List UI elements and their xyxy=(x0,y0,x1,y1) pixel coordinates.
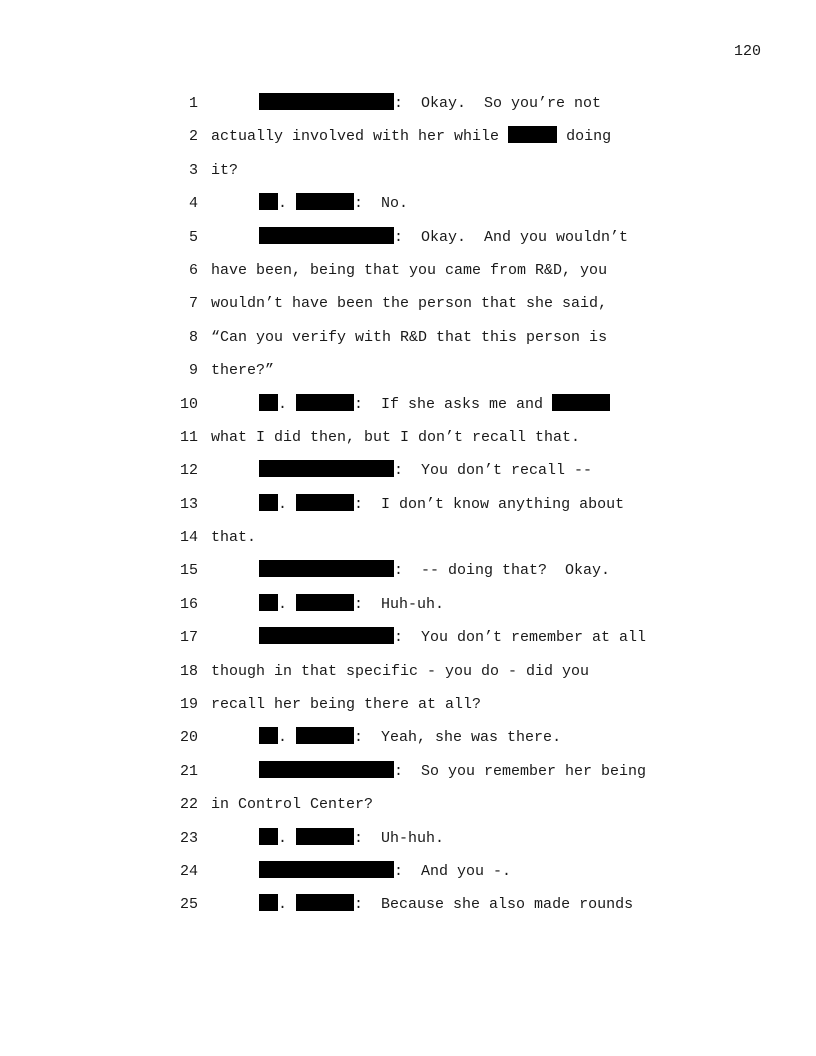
redaction-block xyxy=(259,627,394,644)
line-number: 6 xyxy=(188,261,198,279)
speaker-dot: . xyxy=(278,729,288,747)
line-number: 19 xyxy=(179,696,198,714)
transcript-line xyxy=(0,394,816,427)
line-number: 24 xyxy=(179,862,198,880)
transcript-line xyxy=(0,828,816,861)
transcript-line xyxy=(0,761,816,794)
redaction-block xyxy=(296,828,354,845)
line-number: 3 xyxy=(188,161,198,179)
redaction-block xyxy=(259,460,394,477)
transcript-line xyxy=(0,861,816,894)
line-number: 5 xyxy=(188,228,198,246)
line-number: 4 xyxy=(188,195,198,213)
speaker-dot: . xyxy=(278,896,288,914)
line-text: it? xyxy=(211,161,239,179)
line-number: 2 xyxy=(188,128,198,146)
redaction-block xyxy=(259,193,278,210)
transcript-line xyxy=(0,727,816,760)
redaction-block xyxy=(259,828,278,845)
redaction-block xyxy=(508,126,557,143)
transcript-body xyxy=(0,93,816,928)
line-text xyxy=(211,126,611,147)
transcript-line xyxy=(0,327,816,360)
line-text xyxy=(259,460,592,481)
redaction-block xyxy=(552,394,610,411)
redaction-block xyxy=(259,761,394,778)
line-number: 14 xyxy=(179,529,198,547)
line-text xyxy=(259,560,610,581)
transcript-line xyxy=(0,160,816,193)
transcript-line xyxy=(0,494,816,527)
line-text xyxy=(259,894,633,915)
redaction-block xyxy=(296,193,354,210)
line-content: : Huh-uh. xyxy=(354,595,445,613)
line-text xyxy=(259,727,561,748)
transcript-line xyxy=(0,126,816,159)
line-text xyxy=(259,828,444,849)
line-number: 9 xyxy=(188,362,198,380)
line-content: : You don’t recall -- xyxy=(394,462,593,480)
speaker-dot: . xyxy=(278,195,288,213)
line-text: have been, being that you came from R&D, you xyxy=(211,261,608,279)
transcript-line xyxy=(0,293,816,326)
transcript-line xyxy=(0,894,816,927)
line-number: 12 xyxy=(179,462,198,480)
transcript-line xyxy=(0,694,816,727)
line-content: : -- doing that? Okay. xyxy=(394,562,611,580)
line-content: : Because she also made rounds xyxy=(354,896,634,914)
redaction-block xyxy=(259,394,278,411)
line-text xyxy=(259,594,444,615)
line-content: : Okay. And you wouldn’t xyxy=(394,228,629,246)
redaction-block xyxy=(296,894,354,911)
redaction-block xyxy=(296,494,354,511)
redaction-block xyxy=(259,894,278,911)
line-number: 25 xyxy=(179,896,198,914)
line-text: though in that specific - you do - did you xyxy=(211,662,590,680)
redaction-block xyxy=(259,494,278,511)
transcript-line xyxy=(0,594,816,627)
line-content: : If she asks me and xyxy=(354,395,553,413)
line-number: 17 xyxy=(179,629,198,647)
line-text: what I did then, but I don’t recall that. xyxy=(211,428,581,446)
line-text xyxy=(259,93,601,114)
redaction-block xyxy=(259,594,278,611)
line-content: : Okay. So you’re not xyxy=(394,95,602,112)
speaker-dot: . xyxy=(278,495,288,513)
line-text xyxy=(259,227,628,248)
line-content: : So you remember her being xyxy=(394,762,647,780)
redaction-block xyxy=(259,227,394,244)
redaction-block xyxy=(296,594,354,611)
line-number: 13 xyxy=(179,495,198,513)
transcript-line xyxy=(0,794,816,827)
line-content: : Uh-huh. xyxy=(354,829,445,847)
transcript-line xyxy=(0,93,816,126)
redaction-block xyxy=(259,560,394,577)
line-number: 8 xyxy=(188,328,198,346)
transcript-line xyxy=(0,661,816,694)
transcript-line xyxy=(0,560,816,593)
line-content: : You don’t remember at all xyxy=(394,629,647,647)
line-text: in Control Center? xyxy=(211,796,374,814)
redaction-block xyxy=(259,861,394,878)
transcript-line xyxy=(0,427,816,460)
redaction-block xyxy=(259,727,278,744)
line-number: 23 xyxy=(179,829,198,847)
line-number: 21 xyxy=(179,762,198,780)
line-number: 15 xyxy=(179,562,198,580)
transcript-line xyxy=(0,360,816,393)
line-number: 20 xyxy=(179,729,198,747)
speaker-dot: . xyxy=(278,829,288,847)
transcript-line xyxy=(0,627,816,660)
line-content: : Yeah, she was there. xyxy=(354,729,562,747)
line-text xyxy=(259,761,646,782)
line-text: that. xyxy=(211,529,257,547)
line-number: 1 xyxy=(188,95,198,112)
line-number: 7 xyxy=(188,295,198,313)
line-content: : I don’t know anything about xyxy=(354,495,625,513)
line-text xyxy=(259,494,624,515)
line-text: “Can you verify with R&D that this person is xyxy=(211,328,608,346)
line-text xyxy=(259,394,610,415)
line-number: 18 xyxy=(179,662,198,680)
line-content: : And you -. xyxy=(394,862,512,880)
transcript-line xyxy=(0,460,816,493)
line-text: recall her being there at all? xyxy=(211,696,482,714)
transcript-line xyxy=(0,260,816,293)
line-text xyxy=(259,861,511,882)
redaction-block xyxy=(296,727,354,744)
line-text: there?” xyxy=(211,362,275,380)
line-number: 16 xyxy=(179,595,198,613)
speaker-dot: . xyxy=(278,395,288,413)
line-content: : No. xyxy=(354,195,409,213)
transcript-line xyxy=(0,227,816,260)
line-text xyxy=(259,193,408,214)
transcript-line xyxy=(0,193,816,226)
line-number: 10 xyxy=(179,395,198,413)
transcript-line xyxy=(0,527,816,560)
line-number: 11 xyxy=(179,428,198,446)
page-number: 120 xyxy=(734,43,762,60)
redaction-block xyxy=(296,394,354,411)
line-text: wouldn’t have been the person that she said, xyxy=(211,295,608,313)
line-number: 22 xyxy=(179,796,198,814)
speaker-dot: . xyxy=(278,595,288,613)
line-content: doing xyxy=(557,128,612,146)
line-text xyxy=(259,627,646,648)
line-content: actually involved with her while xyxy=(211,128,509,146)
redaction-block xyxy=(259,93,394,110)
